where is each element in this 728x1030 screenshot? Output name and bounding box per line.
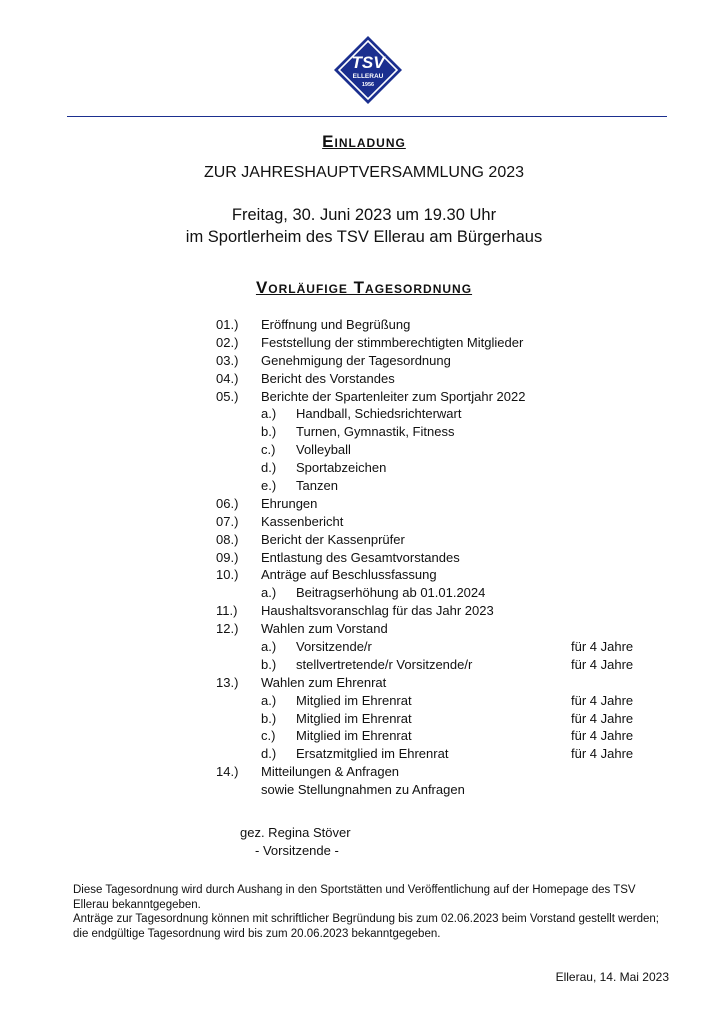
agenda-item-number: 14.)	[216, 764, 239, 780]
term-length: für 4 Jahre	[571, 639, 634, 655]
agenda-subitem	[0, 656, 728, 674]
agenda-item	[0, 763, 728, 781]
agenda-subitem	[0, 441, 728, 459]
agenda-subitem	[0, 745, 728, 763]
agenda-item-number: 06.)	[216, 495, 239, 511]
agenda-item-number: 02.)	[216, 334, 239, 350]
agenda-subitem-letter: c.)	[261, 442, 276, 458]
term-length: für 4 Jahre	[571, 692, 634, 708]
agenda-subitem-text: Vorsitzende/r	[296, 639, 372, 655]
agenda-item	[0, 370, 728, 388]
agenda-subitem-letter: b.)	[261, 656, 277, 672]
agenda-subitem-text: Handball, Schiedsrichterwart	[296, 406, 462, 422]
agenda-item-number: 03.)	[216, 352, 239, 368]
agenda-subitem-letter: b.)	[261, 710, 277, 726]
agenda-item-text: Wahlen zum Ehrenrat	[261, 674, 387, 690]
agenda-item-text: Haushaltsvoranschlag für das Jahr 2023	[261, 603, 494, 619]
agenda-subitem-text: Volleyball	[296, 442, 351, 458]
agenda-subitem-text: stellvertretende/r Vorsitzende/r	[296, 656, 473, 672]
page-subtitle: ZUR JAHRESHAUPTVERSAMMLUNG 2023	[203, 164, 525, 181]
signature-role: - Vorsitzende -	[255, 843, 339, 858]
agenda-item-number: 01.)	[216, 317, 239, 332]
agenda-subitem	[0, 405, 728, 423]
agenda-subitem	[0, 423, 728, 441]
footer-note-publication: Diese Tagesordnung wird durch Aushang in den Sportstätten und Veröffentlichung auf der Homepage des TSV Ellerau bekanntgegeben.	[73, 884, 636, 911]
agenda-subitem-letter: d.)	[261, 460, 277, 476]
agenda-subitem-letter: b.)	[261, 424, 277, 440]
agenda-list	[0, 316, 728, 799]
agenda-subitem	[0, 459, 728, 477]
agenda-subitem-text: Mitglied im Ehrenrat	[296, 692, 412, 708]
agenda-subitem-text: Mitglied im Ehrenrat	[296, 728, 412, 744]
agenda-item-number: 09.)	[216, 549, 239, 565]
agenda-subitem	[0, 710, 728, 728]
logo-letters: TSV	[351, 53, 385, 72]
agenda-item-number: 05.)	[216, 388, 239, 404]
logo-year: 1956	[361, 82, 375, 88]
event-date: Freitag, 30. Juni 2023 um 19.30 Uhr	[231, 206, 497, 224]
agenda-subitem-letter: a.)	[261, 585, 277, 601]
agenda-subitem-letter: a.)	[261, 406, 277, 422]
agenda-item	[0, 352, 728, 370]
agenda-item-text: Ehrungen	[261, 495, 318, 511]
agenda-item-text: Bericht des Vorstandes	[261, 370, 395, 386]
agenda-subitem	[0, 692, 728, 710]
agenda-item-text: Kassenbericht	[261, 513, 344, 529]
agenda-subitem-letter: a.)	[261, 639, 277, 655]
agenda-item-text: Eröffnung und Begrüßung	[261, 317, 411, 332]
agenda-item-text: Berichte der Spartenleiter zum Sportjahr 2022	[261, 388, 526, 404]
agenda-item-text: Genehmigung der Tagesordnung	[261, 352, 451, 368]
signature-name: gez. Regina Stöver	[240, 825, 351, 840]
agenda-item-text: Anträge auf Beschlussfassung	[261, 567, 437, 583]
agenda-subitem-text: Tanzen	[296, 478, 338, 494]
agenda-item	[0, 781, 728, 799]
tsv-ellerau-logo	[333, 35, 403, 105]
footer-notes	[73, 883, 673, 941]
agenda-item	[0, 334, 728, 352]
event-place: im Sportlerheim des TSV Ellerau am Bürgerhaus	[185, 228, 543, 246]
agenda-item-number: 12.)	[216, 621, 239, 637]
agenda-item-number: 07.)	[216, 513, 239, 529]
header-divider	[67, 116, 667, 117]
term-length: für 4 Jahre	[571, 746, 634, 762]
agenda-subitem-letter: c.)	[261, 728, 276, 744]
agenda-subitem-letter: a.)	[261, 692, 277, 708]
agenda-item-number: 04.)	[216, 370, 239, 386]
logo-name: ELLERAU	[352, 73, 384, 80]
term-length: für 4 Jahre	[571, 728, 634, 744]
agenda-subitem-letter: d.)	[261, 746, 277, 762]
agenda-item-text: Entlastung des Gesamtvorstandes	[261, 549, 460, 565]
term-length: für 4 Jahre	[571, 710, 634, 726]
agenda-item	[0, 316, 728, 334]
agenda-item-number: 08.)	[216, 531, 239, 547]
agenda-subitem-text: Ersatzmitglied im Ehrenrat	[296, 746, 449, 762]
agenda-item	[0, 495, 728, 513]
agenda-subitem-text: Sportabzeichen	[296, 460, 387, 476]
agenda-subitem-text: Beitragserhöhung ab 01.01.2024	[296, 585, 486, 601]
agenda-item	[0, 674, 728, 692]
agenda-item-number: 10.)	[216, 567, 239, 583]
agenda-item-text: Feststellung der stimmberechtigten Mitglieder	[261, 334, 524, 350]
page-title: Einladung	[322, 132, 406, 151]
agenda-item	[0, 388, 728, 406]
agenda-item	[0, 602, 728, 620]
agenda-title: Vorläufige Tagesordnung	[255, 278, 473, 297]
agenda-subitem-letter: e.)	[261, 478, 277, 494]
agenda-subitem	[0, 584, 728, 602]
agenda-item-text: sowie Stellungnahmen zu Anfragen	[261, 782, 465, 798]
agenda-item-number: 13.)	[216, 674, 239, 690]
agenda-subitem-text: Turnen, Gymnastik, Fitness	[296, 424, 455, 440]
agenda-item-text: Bericht der Kassenprüfer	[261, 531, 405, 547]
agenda-item-text: Mitteilungen & Anfragen	[261, 764, 400, 780]
agenda-subitem	[0, 727, 728, 745]
agenda-item-text: Wahlen zum Vorstand	[261, 621, 388, 637]
agenda-item	[0, 566, 728, 584]
term-length: für 4 Jahre	[571, 656, 634, 672]
agenda-item	[0, 531, 728, 549]
agenda-subitem	[0, 638, 728, 656]
agenda-item	[0, 549, 728, 567]
agenda-subitem-text: Mitglied im Ehrenrat	[296, 710, 412, 726]
agenda-item	[0, 620, 728, 638]
agenda-subitem	[0, 477, 728, 495]
agenda-item	[0, 513, 728, 531]
footer-note-motions: Anträge zur Tagesordnung können mit schriftlicher Begründung bis zum 02.06.2023 beim Vorstand gestellt werden; die endgültige Tagesordnung wird bis zum 20.06.2023 bekanntgegeben.	[73, 913, 660, 940]
agenda-item-number: 11.)	[216, 603, 238, 619]
place-date-signoff: Ellerau, 14. Mai 2023	[555, 970, 669, 984]
